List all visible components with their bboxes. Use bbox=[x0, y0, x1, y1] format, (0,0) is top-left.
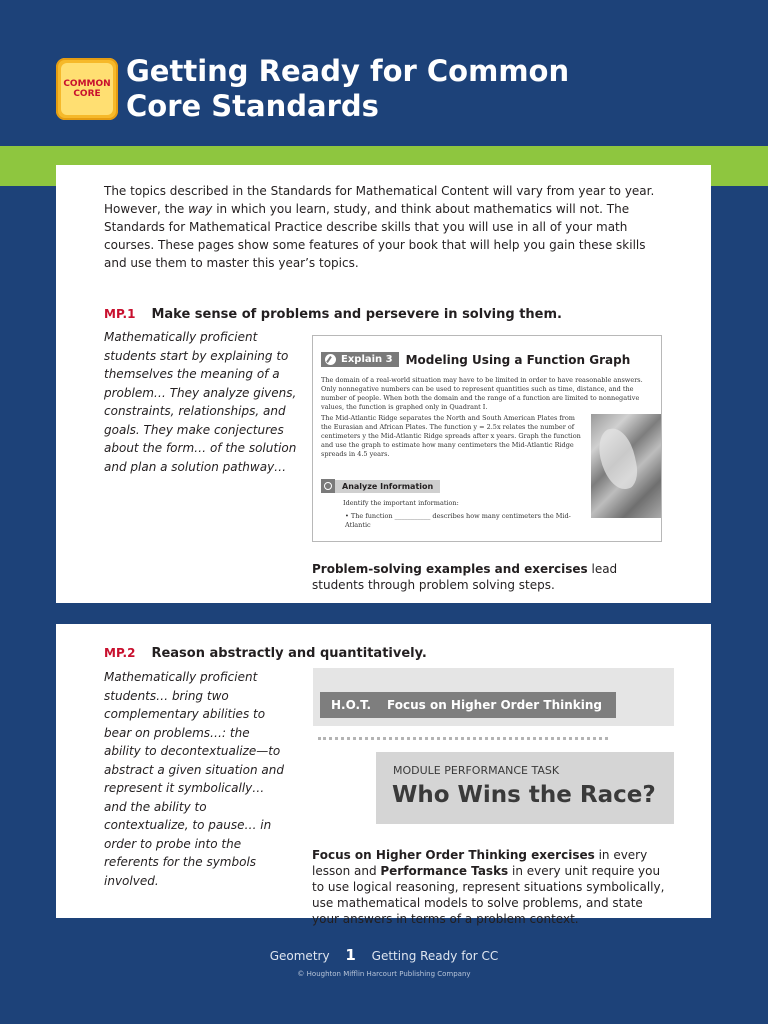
page-title: Getting Ready for Common Core Standards bbox=[126, 54, 570, 123]
hot-ghost-divider bbox=[318, 737, 608, 747]
hot-banner bbox=[320, 692, 616, 718]
explain-example-card bbox=[312, 335, 662, 542]
mp1-code: MP.1 bbox=[104, 307, 136, 321]
page-header bbox=[0, 0, 768, 146]
intro-emphasis: way bbox=[188, 202, 213, 216]
mp1-heading bbox=[104, 303, 562, 322]
explain-badge-label: Explain 3 bbox=[341, 354, 393, 365]
footer-book: Geometry bbox=[269, 949, 330, 963]
mp2-caption-bold2: Performance Tasks bbox=[380, 864, 509, 878]
mp2-caption-text2: in every unit require you to use logical reasoning, represent situations symbolically, use mathematical models to solve problems, and state your answers in terms of a problem context. bbox=[312, 864, 665, 926]
mp1-caption bbox=[312, 561, 672, 593]
mp2-quote: Mathematically proficient students… bring two complementary abilities to bear on problems…: the ability to decontextualize—to abstract a given situation and represent it symbolically… and the ability to contextualize, to pause… in order to probe into the referents for the symbols involved. bbox=[104, 670, 284, 888]
page-footer bbox=[0, 946, 768, 964]
mp1-title: Make sense of problems and persevere in solving them. bbox=[151, 307, 562, 322]
analyze-intro: Identify the important information: bbox=[343, 499, 459, 507]
hot-label: Focus on Higher Order Thinking bbox=[387, 698, 603, 712]
page-number: 1 bbox=[345, 946, 356, 964]
footer-section: Getting Ready for CC bbox=[371, 949, 499, 963]
mp2-heading bbox=[104, 642, 427, 661]
mp1-caption-rest: lead students through problem solving steps. bbox=[312, 562, 618, 592]
mp1-panel bbox=[56, 165, 711, 603]
explain-title: Modeling Using a Function Graph bbox=[405, 352, 631, 367]
mp2-caption-text1: in every lesson and bbox=[312, 848, 648, 878]
mp2-code: MP.2 bbox=[104, 646, 136, 660]
mp2-title: Reason abstractly and quantitatively. bbox=[151, 646, 427, 661]
performance-task-title: Who Wins the Race? bbox=[392, 782, 656, 808]
map-image bbox=[591, 414, 661, 518]
performance-task-banner bbox=[376, 752, 674, 824]
explain-heading bbox=[321, 352, 630, 367]
mp2-caption-bold1: Focus on Higher Order Thinking exercises bbox=[312, 848, 595, 862]
analyze-label: Analyze Information bbox=[335, 480, 440, 493]
explain-badge bbox=[321, 352, 399, 367]
performance-task-label: MODULE PERFORMANCE TASK bbox=[393, 764, 560, 777]
analyze-item: • The function ___________ describes how many centimeters the Mid-Atlantic bbox=[345, 512, 571, 529]
intro-part2: in which you learn, study, and think about mathematics will not. The Standards for Mathematical Practice describe skills that you will use in all of your math courses. These pages show some features of your book that will help you gain these skills and use them to master this year’s topics. bbox=[104, 202, 646, 270]
common-core-badge bbox=[56, 58, 118, 120]
mp2-caption bbox=[312, 847, 672, 927]
badge-line2: CORE bbox=[73, 89, 101, 99]
analyze-icon bbox=[321, 479, 335, 493]
badge-line1: COMMON bbox=[63, 79, 111, 89]
pencil-icon bbox=[325, 354, 336, 365]
hot-abbrev: H.O.T. bbox=[331, 698, 372, 712]
explain-para1: The domain of a real-world situation may have to be limited in order to have reasonable answers. Only nonnegative numbers can be used to represent quantities such as time, distance, and the number of people. When both the domain and the range of a function are limited to nonnegative values, the function is graphed only in Quadrant I. bbox=[321, 376, 643, 411]
mp2-panel bbox=[56, 624, 711, 926]
copyright: © Houghton Mifflin Harcourt Publishing Company bbox=[297, 970, 471, 978]
analyze-heading bbox=[321, 479, 440, 493]
explain-para2: The Mid-Atlantic Ridge separates the North and South American Plates from the Eurasian and African Plates. The function y = 2.5x relates the number of centimeters y the Mid-Atlantic Ridge spreads after x years. Graph the function and use the graph to estimate how many centimeters the Mid-Atlantic Ridge spreads in 4.5 years. bbox=[321, 414, 581, 458]
mp1-quote: Mathematically proficient students start by explaining to themselves the meaning of a problem… They analyze givens, constraints, relationships, and goals. They make conjectures about the form… of the solution and plan a solution pathway… bbox=[104, 330, 297, 474]
intro-text bbox=[104, 182, 664, 272]
intro-part1: The topics described in the Standards for Mathematical Content will vary from year to year. However, the bbox=[104, 184, 655, 216]
mp1-caption-bold: Problem-solving examples and exercises bbox=[312, 562, 588, 576]
